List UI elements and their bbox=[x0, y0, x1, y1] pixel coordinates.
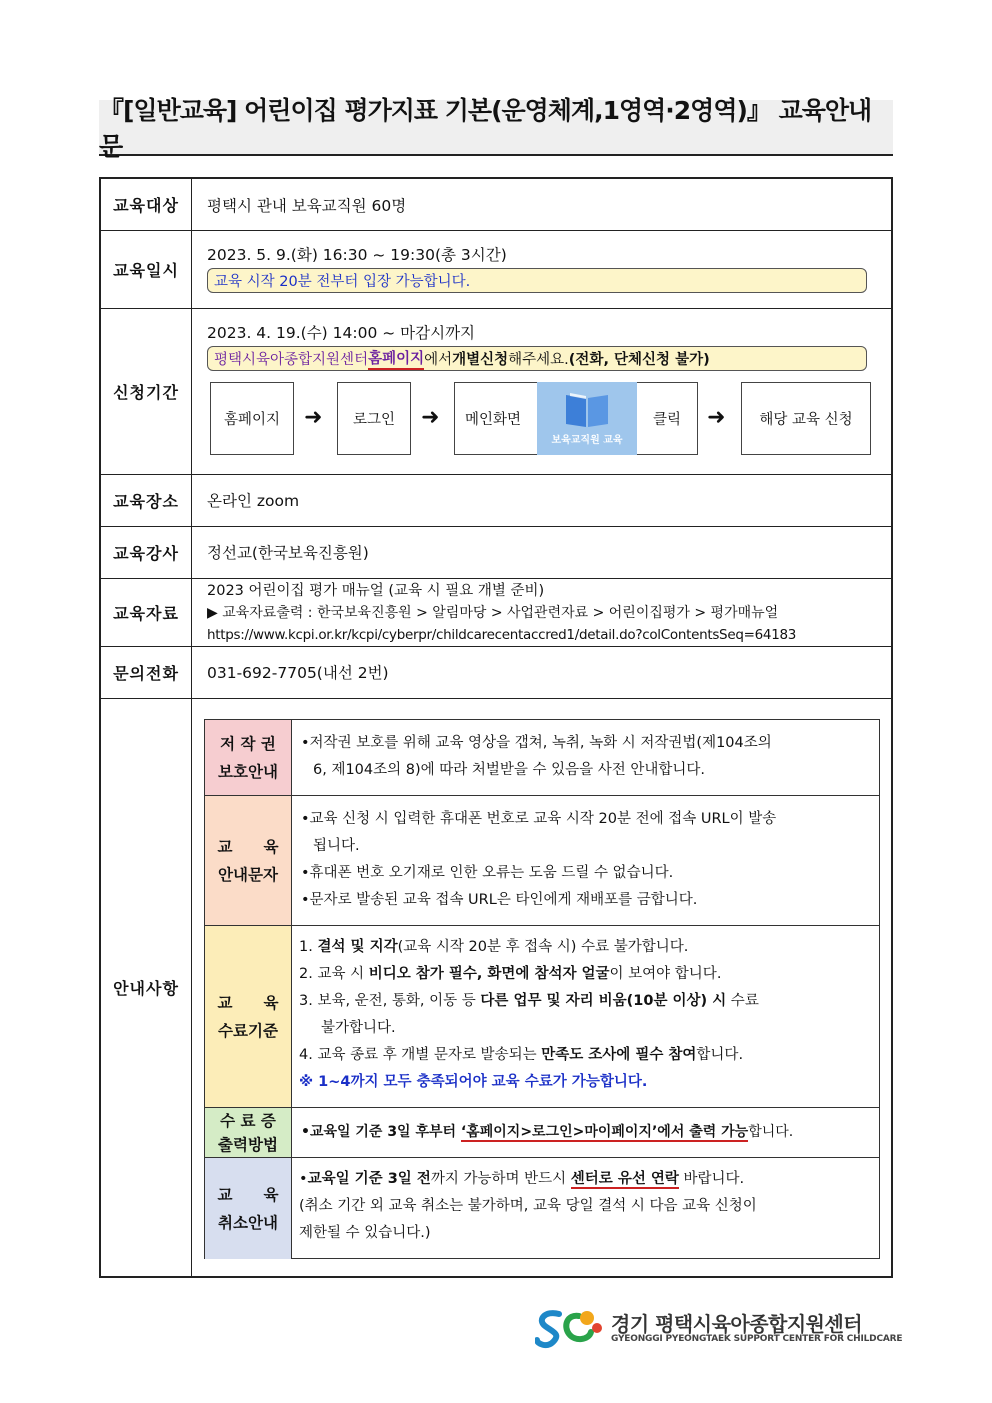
material-value bbox=[207, 580, 879, 646]
material-line1: 2023 어린이집 평가 매뉴얼 (교육 시 필요 개별 준비) bbox=[207, 583, 545, 599]
flow-step-apply: 해당 교육 신청 bbox=[741, 382, 871, 455]
flow-step-login: 로그인 bbox=[337, 382, 411, 455]
copyright-text bbox=[301, 730, 871, 784]
sms-text-line4: •문자로 발송된 교육 접속 URL은 타인에게 재배포를 금합니다. bbox=[301, 892, 698, 908]
info-table bbox=[99, 177, 893, 1278]
flow-step-main bbox=[454, 382, 698, 455]
place-label: 교육장소 bbox=[101, 475, 192, 526]
completion-item-3-rest: 수료 bbox=[726, 993, 759, 1009]
completion-item-2-rest: 이 보여야 합니다. bbox=[609, 966, 722, 982]
cancel-label-line2: 취소안내 bbox=[218, 1213, 278, 1232]
certificate-text-1: •교육일 기준 3일 후부터 bbox=[301, 1124, 461, 1140]
sms-label-line1: 교 육 bbox=[217, 837, 279, 856]
row-datetime bbox=[101, 231, 891, 309]
notice-label: 안내사항 bbox=[101, 699, 192, 1276]
cancel-line1 bbox=[299, 1166, 871, 1193]
flow-step-main-label: 메인화면 bbox=[465, 412, 522, 428]
certificate-label-line1: 수 료 증 bbox=[220, 1111, 276, 1130]
row-material bbox=[101, 579, 891, 647]
teacher-education-banner bbox=[537, 382, 637, 455]
cancel-text-2: 바랍니다. bbox=[678, 1171, 745, 1187]
apply-note-homepage: 홈페이지 bbox=[368, 347, 424, 370]
completion-label-line1: 교 육 bbox=[217, 993, 279, 1012]
lecturer-label: 교육강사 bbox=[101, 527, 192, 578]
copyright-text-line1: •저작권 보호를 위해 교육 영상을 갭쳐, 녹취, 녹화 시 저작권법(제104조의 bbox=[301, 735, 772, 751]
copyright-label-line1: 저 작 권 bbox=[220, 734, 276, 753]
completion-item-2 bbox=[299, 961, 871, 988]
completion-item-3-text: 3. 보육, 운전, 통화, 이동 등 bbox=[299, 993, 481, 1009]
material-path: ▶ 교육자료출력 : 한국보육진흥원 > 알림마당 > 사업관련자료 > 어린이집평가 > 평가매뉴얼 bbox=[207, 605, 779, 621]
apply-note-center: 평택시육아종합지원센터 bbox=[214, 352, 369, 368]
cancel-label-line1: 교 육 bbox=[217, 1185, 279, 1204]
notice-copyright bbox=[205, 720, 879, 796]
notice-completion bbox=[205, 926, 879, 1108]
cancel-text-1: 까지 가능하며 반드시 bbox=[430, 1171, 571, 1187]
flow-arrow-icon: ➜ bbox=[304, 405, 323, 430]
apply-label: 신청기간 bbox=[101, 309, 192, 474]
completion-item-1-bold: 결석 및 지각 bbox=[317, 939, 398, 955]
completion-item-3 bbox=[299, 988, 871, 1015]
completion-item-4-text: 4. 교육 종료 후 개별 문자로 발송되는 bbox=[299, 1047, 542, 1063]
material-url: https://www.kcpi.or.kr/kcpi/cyberpr/childcarecentaccred1/detail.do?colContentsSeq=64183 bbox=[207, 627, 797, 643]
notice-sms bbox=[205, 796, 879, 926]
completion-item-4-bold: 만족도 조사에 필수 참여 bbox=[541, 1047, 697, 1063]
row-lecturer bbox=[101, 527, 891, 579]
copyright-label bbox=[205, 720, 292, 795]
flow-arrow-icon: ➜ bbox=[421, 405, 440, 430]
apply-note bbox=[207, 346, 867, 371]
cancel-bullet: • bbox=[299, 1171, 308, 1187]
book-icon bbox=[564, 391, 610, 429]
banner-label: 보육교직원 교육 bbox=[551, 435, 623, 446]
flow-arrow-icon: ➜ bbox=[707, 405, 726, 430]
cancel-deadline: 교육일 기준 3일 전 bbox=[307, 1171, 431, 1187]
completion-item-4 bbox=[299, 1042, 871, 1069]
cancel-text bbox=[299, 1166, 871, 1247]
certificate-text-path: ‘홈페이지>로그인>마이페이지’에서 출력 가능 bbox=[460, 1124, 749, 1140]
completion-item-3-bold: 다른 업무 및 자리 비움(10분 이상) 시 bbox=[480, 993, 727, 1009]
row-target bbox=[101, 179, 891, 231]
completion-item-4-rest: 합니다. bbox=[696, 1047, 744, 1063]
row-contact bbox=[101, 647, 891, 699]
completion-text bbox=[299, 934, 871, 1096]
certificate-label bbox=[205, 1108, 292, 1157]
notice-table bbox=[204, 719, 880, 1259]
sms-label bbox=[205, 796, 292, 925]
lecturer-value: 정선교(한국보육진흥원) bbox=[207, 544, 369, 562]
datetime-note: 교육 시작 20분 전부터 입장 가능합니다. bbox=[207, 268, 867, 293]
certificate-label-line2: 출력방법 bbox=[218, 1135, 278, 1154]
sms-text-line1: •교육 신청 시 입력한 휴대폰 번호로 교육 시작 20분 전에 접속 URL이 발송 bbox=[301, 811, 777, 827]
flow-step-homepage: 홈페이지 bbox=[210, 382, 294, 455]
cancel-line2: (취소 기간 외 교육 취소는 불가하며, 교육 당일 결석 시 다음 교육 신청이 bbox=[299, 1198, 757, 1214]
place-value: 온라인 zoom bbox=[207, 492, 300, 510]
sms-text-line3: •휴대폰 번호 오기재로 인한 오류는 도움 드릴 수 없습니다. bbox=[301, 865, 674, 881]
completion-item-3-cont: 불가합니다. bbox=[321, 1020, 396, 1036]
page-title: 『[일반교육] 어린이집 평가지표 기본(운영체계,1영역·2영역)』 교육안내문 bbox=[99, 96, 872, 161]
notice-cancel bbox=[205, 1158, 879, 1259]
certificate-text-end: 합니다. bbox=[748, 1124, 794, 1140]
target-value: 평택시 관내 보육교직원 60명 bbox=[207, 197, 407, 215]
cancel-line3: 제한될 수 있습니다.) bbox=[299, 1225, 431, 1241]
center-name-ko: 경기 평택시육아종합지원센터 bbox=[611, 1312, 863, 1336]
sms-text-line2: 됩니다. bbox=[313, 838, 360, 854]
cancel-label bbox=[205, 1158, 292, 1259]
notice-certificate bbox=[205, 1108, 879, 1158]
center-logo-icon bbox=[535, 1306, 607, 1350]
completion-label bbox=[205, 926, 292, 1107]
datetime-value: 2023. 5. 9.(화) 16:30 ~ 19:30(총 3시간) bbox=[207, 246, 507, 264]
contact-label: 문의전화 bbox=[101, 647, 192, 698]
title-banner bbox=[99, 96, 893, 161]
apply-note-restriction: (전화, 단체신청 불가) bbox=[568, 352, 710, 368]
sms-text bbox=[301, 806, 871, 914]
material-label: 교육자료 bbox=[101, 579, 192, 646]
apply-note-text1: 에서 bbox=[424, 352, 453, 368]
target-label: 교육대상 bbox=[101, 179, 192, 230]
contact-value: 031-692-7705(내선 2번) bbox=[207, 664, 389, 682]
copyright-text-line2: 6, 제104조의 8)에 따라 처벌받을 수 있음을 사전 안내합니다. bbox=[313, 762, 706, 778]
cancel-contact: 센터로 유선 연락 bbox=[570, 1171, 679, 1187]
completion-label-line2: 수료기준 bbox=[218, 1021, 278, 1040]
apply-note-individual: 개별신청 bbox=[452, 352, 509, 368]
flow-step-click: 클릭 bbox=[653, 412, 682, 428]
completion-item-1-text: (교육 시작 20분 후 접속 시) 수료 불가합니다. bbox=[397, 939, 689, 955]
row-place bbox=[101, 475, 891, 527]
completion-item-2-bold: 비디오 참가 필수, 화면에 참석자 얼굴 bbox=[368, 966, 610, 982]
completion-item-2-text: 2. 교육 시 bbox=[299, 966, 369, 982]
datetime-label: 교육일시 bbox=[101, 231, 192, 308]
completion-item-1-num: 1. bbox=[299, 939, 318, 955]
center-logo bbox=[535, 1306, 903, 1350]
completion-item-1 bbox=[299, 934, 871, 961]
apply-note-text2: 해주세요. bbox=[508, 352, 569, 368]
copyright-label-line2: 보호안내 bbox=[218, 762, 278, 781]
certificate-text bbox=[301, 1119, 871, 1146]
center-name-en: GYEONGGI PYEONGTAEK SUPPORT CENTER FOR CHILDCARE bbox=[611, 1334, 903, 1344]
sms-label-line2: 안내문자 bbox=[218, 865, 278, 884]
apply-value: 2023. 4. 19.(수) 14:00 ~ 마감시까지 bbox=[207, 324, 476, 342]
completion-note: ※ 1~4까지 모두 충족되어야 교육 수료가 가능합니다. bbox=[299, 1074, 648, 1090]
